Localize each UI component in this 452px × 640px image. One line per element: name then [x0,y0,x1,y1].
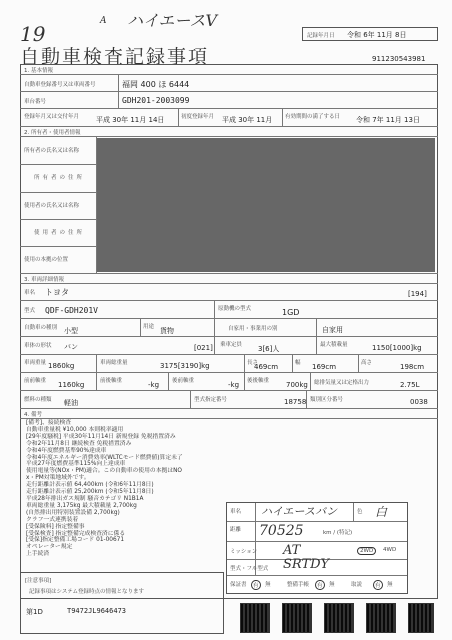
handwritten-number: 19 [20,22,46,46]
body-code: [021] [194,344,213,352]
section1-heading: 1. 基本情報 [24,68,53,74]
redacted-owner-info [97,138,435,272]
model-value: QDF-GDH201V [45,306,98,315]
user-name-label: 使用者の氏名又は名称 [24,203,80,209]
body-value: バン [64,343,78,351]
rear-front-label: 後前軸重 [172,378,195,384]
sticker-mission-value: AT [283,543,301,558]
expiry-value: 令和 7年 11月 13日 [356,116,420,124]
engine-value: 1GD [282,308,300,317]
displacement-label: 総排気量又は定格出力 [314,380,370,386]
user-address-label: 使用者の住所 [34,230,86,236]
use-value: 貨物 [160,327,174,335]
vin-label: 車台番号 [24,99,47,105]
sticker-grade-value: SRTDY [283,557,330,572]
width-label: 幅 [295,360,301,366]
maker-code: [194] [408,290,427,298]
handwritten-letter: A [100,16,107,26]
load-value: 1150[1000]kg [372,344,422,352]
sticker-color-label: 色 [357,509,363,515]
check-manual-no: 無 [329,582,335,588]
dealer-sticker [226,502,408,594]
check-manual-yes: 有 [315,580,325,590]
owner-address-label: 所有者の住所 [34,175,86,181]
check-book-yes: 有 [373,580,383,590]
front-rear-label: 前後軸重 [100,378,123,384]
model-designation-label: 型式指定番号 [194,397,228,403]
kind-value: 小型 [64,327,78,335]
front-axle-label: 前前軸重 [24,378,47,384]
handwritten-model: ハイエースV [127,11,218,30]
sticker-grade-label: 型式・フル型式 [230,566,269,572]
qr-code-4 [366,603,396,633]
capacity-label: 乗車定員 [220,342,243,348]
first-reg-value: 平成 30年 11月 14日 [96,116,165,124]
rear-front-value: -kg [228,381,240,389]
qr-code-5 [408,603,434,633]
weight-label: 車両重量 [24,360,47,366]
sticker-maker-label: 車名 [230,509,242,515]
sticker-mission-label: ミッション [230,549,258,555]
maker-value: トヨタ [45,288,69,297]
front-axle-value: 1160kg [58,381,85,389]
reg-value: 福岡 400 ほ 6444 [122,80,190,89]
sticker-mileage-value: 70525 [259,523,304,539]
check-warranty-no: 無 [265,582,271,588]
expiry-label: 有効期間の満了する日 [285,114,341,120]
load-label: 最大積載量 [320,342,348,348]
fuel-label: 燃料の種類 [24,397,52,403]
owner-name-label: 所有者の氏名又は名称 [24,148,80,154]
record-date-label: 記録年月日 [307,33,335,39]
maker-label: 車名 [24,290,36,296]
first-reg-label: 登録年月又は交付年月 [24,114,80,120]
ref-label: 第1D [26,608,43,616]
qr-code-1 [240,603,270,633]
qr-code-3 [324,603,354,633]
weight-value: 1860kg [48,362,75,370]
record-date-box [302,27,438,41]
first-year-value: 平成 30年 11月 [222,116,273,124]
height-value: 198cm [400,363,425,371]
ref-code: T9472JL9646473 [67,607,127,615]
sticker-color-value: 白 [375,505,388,519]
gross-label: 車両総重量 [100,360,128,366]
body-label: 車体の形状 [24,343,52,349]
reg-label: 自動車登録番号又は車両番号 [24,82,96,88]
sticker-mileage-label: 距離 [230,527,242,533]
notice-box [20,572,224,634]
check-warranty-label: 保証書 [230,582,247,588]
front-rear-value: -kg [148,381,160,389]
private-label: 自家用・事業用の別 [228,326,278,332]
rear-rear-label: 後後軸重 [247,378,270,384]
category-label: 類別区分番号 [310,397,344,403]
section2-heading: 2. 所有者・使用者情報 [24,130,81,136]
doc-number: 911230543981 [372,55,426,63]
check-manual-label: 整備手帳 [287,582,310,588]
category-value: 0038 [410,398,428,406]
private-value: 自家用 [322,326,343,334]
vin-value: GDH201-2003099 [122,96,190,105]
section4-heading: 4. 備考 [24,412,42,418]
section3-heading: 3. 車両詳細情報 [24,277,64,283]
remarks-text: [備考]、接続検査 自動車重量税 ¥10,000 本則税率適用 [29年度騒税] 平成30年11月14日 新規登録 免税措置済み 令和2年11月8日 継続検査 免税措置済み 令和4年度燃費基準90%達成車 令和4年度エネルギー消費効率(WLTCモード燃費値)算定未了 平成27年度燃費基準115%向上達成車 使用電量等(NOx・PM)適合。この自動車の使用の本拠はNO x・PM対策地域外です。 走行距離計表示値 64,400km (令和6年11月8日) 走行距離計表示値 25,200km (令和5年11月8日) 平成28年排出ガス規制 騒音カテゴリ N1B1A 車両総重量 3,175kg 最大積載量 2,700kg (自然排出用特別装置設備 2,700kg) クラフ一式連携装着 [受保険料] 指定整備事 [受保検査] 指定整備完成検査済に係る [受保]指定整備工場コード 01-00671 オペレーター規定 上手続済 [26,420,183,558]
check-warranty-yes: 有 [251,580,261,590]
displacement-value: 2.75L [400,381,420,389]
check-book-no: 無 [387,582,393,588]
sticker-maker-value: ハイエースバン [261,505,338,518]
rear-rear-value: 700kg [286,381,308,389]
drive-option-4wd: 4WD [383,547,397,553]
qr-code-2 [282,603,312,633]
base-location-label: 使用の本拠の位置 [24,257,69,263]
notice-text: 記録事項はシステム登録時点の情報となります [29,589,144,595]
kind-label: 自動車の種別 [24,325,58,331]
check-book-label: 取説 [351,582,363,588]
record-date: 令和 6年 11月 8日 [347,31,407,39]
first-year-label: 初度登録年月 [181,114,215,120]
notice-heading: [注意事項] [25,578,52,584]
length-value: 469cm [254,363,279,371]
model-label: 型式 [24,308,36,314]
capacity-value: 3[6]人 [258,345,280,353]
model-designation-value: 18758 [284,398,307,406]
width-value: 169cm [312,363,337,371]
fuel-value: 軽油 [64,399,78,407]
engine-label: 原動機の型式 [218,306,252,312]
page-title: 自動車検査記録事項 [20,46,210,68]
sticker-mileage-unit: km / (特記) [323,530,353,536]
use-label: 用途 [143,324,155,330]
length-label: 長さ [247,360,259,366]
drive-option-2wd: 2WD [357,547,376,555]
height-label: 高さ [361,360,373,366]
gross-value: 3175[3190]kg [160,362,210,370]
